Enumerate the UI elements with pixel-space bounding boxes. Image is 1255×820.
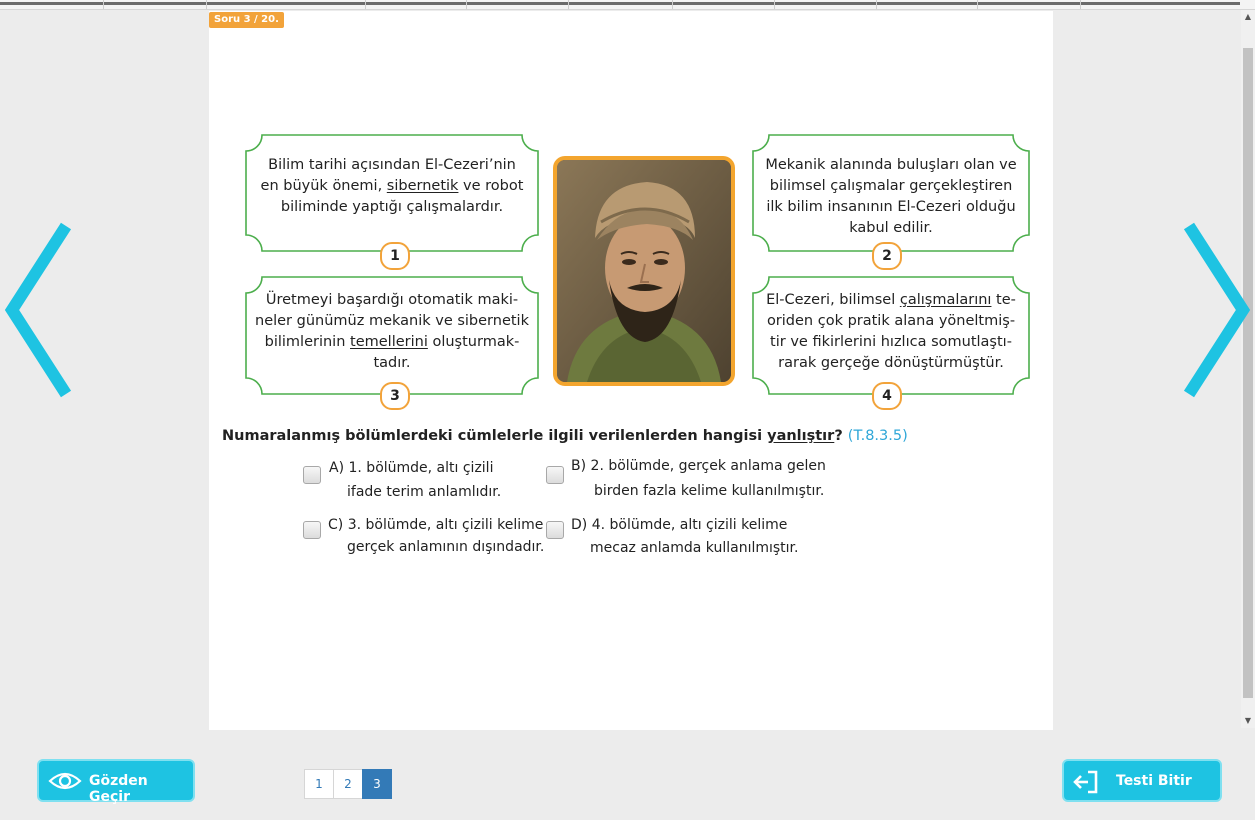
pagination: [304, 769, 391, 798]
box-2-line: [758, 176, 1024, 197]
option-a-line2[interactable]: ifade terim anlamlıdır.: [347, 484, 502, 500]
box-text-segment: tadır.: [373, 355, 411, 371]
option-a-line1[interactable]: [329, 457, 493, 480]
box-text-segment: rarak gerçeğe dönüştürmüştür.: [778, 355, 1004, 371]
option-d-checkbox[interactable]: [546, 521, 564, 539]
box-4-line: [758, 353, 1024, 374]
box-text-segment: biliminde yaptığı çalışmalardır.: [280, 199, 504, 215]
box-2-text: [758, 155, 1024, 239]
box-1-number: 1: [380, 242, 410, 270]
page-2-link[interactable]: 2: [333, 769, 363, 799]
box-1-line: [252, 197, 532, 218]
option-a-checkbox[interactable]: [303, 466, 321, 484]
box-text-segment: bilimlerinin: [264, 334, 351, 350]
question-text-main: Numaralanmış bölümlerdeki cümlelerle ilgili verilenlerden hangisi: [222, 428, 768, 444]
box-2-number: 2: [872, 242, 902, 270]
box-3-number: 3: [380, 382, 410, 410]
box-text-segment: Üretmeyi başardığı otomatik maki-: [265, 292, 519, 308]
finish-test-button-label: Testi Bitir: [1116, 773, 1192, 789]
box-3-text: [252, 290, 532, 374]
option-b-text: 2. bölümde, gerçek anlama gelen: [590, 458, 826, 474]
box-3-line: [252, 353, 532, 374]
box-4-line: [758, 311, 1024, 332]
box-1-line: [252, 155, 532, 176]
eye-icon: [48, 768, 82, 794]
portrait-figure: [557, 160, 731, 382]
option-c-line2[interactable]: gerçek anlamının dışındadır.: [347, 539, 545, 555]
question-badge: Soru 3 / 20.: [209, 12, 284, 28]
box-text-segment: oriden çok pratik alana yöneltmiş-: [766, 313, 1016, 329]
underlined-word: sibernetik: [386, 178, 459, 194]
option-b-line1[interactable]: [571, 455, 826, 478]
box-2-line: [758, 197, 1024, 218]
box-2-line: [758, 218, 1024, 239]
box-text-segment: Bilim tarihi açısından El-Cezeri’nin: [268, 157, 516, 173]
option-d-letter: D): [571, 517, 588, 533]
box-2-line: [758, 155, 1024, 176]
box-1-text: [252, 155, 532, 218]
finish-test-button[interactable]: [1062, 759, 1222, 802]
box-text-segment: tir ve fikirlerini hızlıca somutlaştı-: [770, 334, 1012, 350]
option-c-line1[interactable]: [328, 514, 543, 537]
box-3-line: [252, 332, 532, 353]
question-text: [222, 428, 908, 444]
option-a-letter: A): [329, 460, 345, 476]
option-b-letter: B): [571, 458, 587, 474]
box-text-segment: oluşturmak-: [427, 334, 520, 350]
scroll-up-icon[interactable]: ▲: [1244, 12, 1252, 21]
option-d-text: 4. bölümde, altı çizili kelime: [591, 517, 788, 533]
option-c-text: 3. bölümde, altı çizili kelime: [347, 517, 544, 533]
box-4-line: [758, 290, 1024, 311]
box-text-segment: en büyük önemi,: [260, 178, 387, 194]
option-c-checkbox[interactable]: [303, 521, 321, 539]
question-mark: ?: [834, 428, 843, 444]
box-text-segment: kabul edilir.: [849, 220, 933, 236]
box-3-line: [252, 290, 532, 311]
box-3-line: [252, 311, 532, 332]
option-d-line1[interactable]: [571, 514, 787, 537]
scroll-down-icon[interactable]: ▼: [1244, 716, 1252, 725]
option-b-line2[interactable]: birden fazla kelime kullanılmıştır.: [594, 483, 825, 499]
underlined-word: temellerini: [350, 334, 428, 350]
option-d-line2[interactable]: mecaz anlamda kullanılmıştır.: [590, 540, 799, 556]
exit-icon: [1072, 769, 1100, 795]
option-a-text: 1. bölümde, altı çizili: [348, 460, 494, 476]
question-keyword: yanlıştır: [767, 428, 835, 444]
option-b-checkbox[interactable]: [546, 466, 564, 484]
underlined-word: çalışmalarını: [899, 292, 992, 308]
box-text-segment: Mekanik alanında buluşları olan ve: [765, 157, 1017, 173]
box-text-segment: ve robot: [458, 178, 524, 194]
box-4-line: [758, 332, 1024, 353]
box-text-segment: te-: [991, 292, 1016, 308]
box-1-line: [252, 176, 532, 197]
page-1-link[interactable]: 1: [304, 769, 334, 799]
box-text-segment: ilk bilim insanının El-Cezeri olduğu: [766, 199, 1016, 215]
box-text-segment: El-Cezeri, bilimsel: [766, 292, 900, 308]
box-4-number: 4: [872, 382, 902, 410]
box-4-text: [758, 290, 1024, 374]
box-text-segment: neler günümüz mekanik ve sibernetik: [255, 313, 529, 329]
page-3-link[interactable]: 3: [362, 769, 392, 799]
portrait-image: [553, 156, 735, 386]
question-code: (T.8.3.5): [847, 428, 908, 444]
review-button-label: Gözden Geçir: [89, 773, 148, 805]
review-button[interactable]: [37, 759, 195, 805]
box-text-segment: bilimsel çalışmalar gerçekleştiren: [769, 178, 1013, 194]
option-c-letter: C): [328, 517, 344, 533]
